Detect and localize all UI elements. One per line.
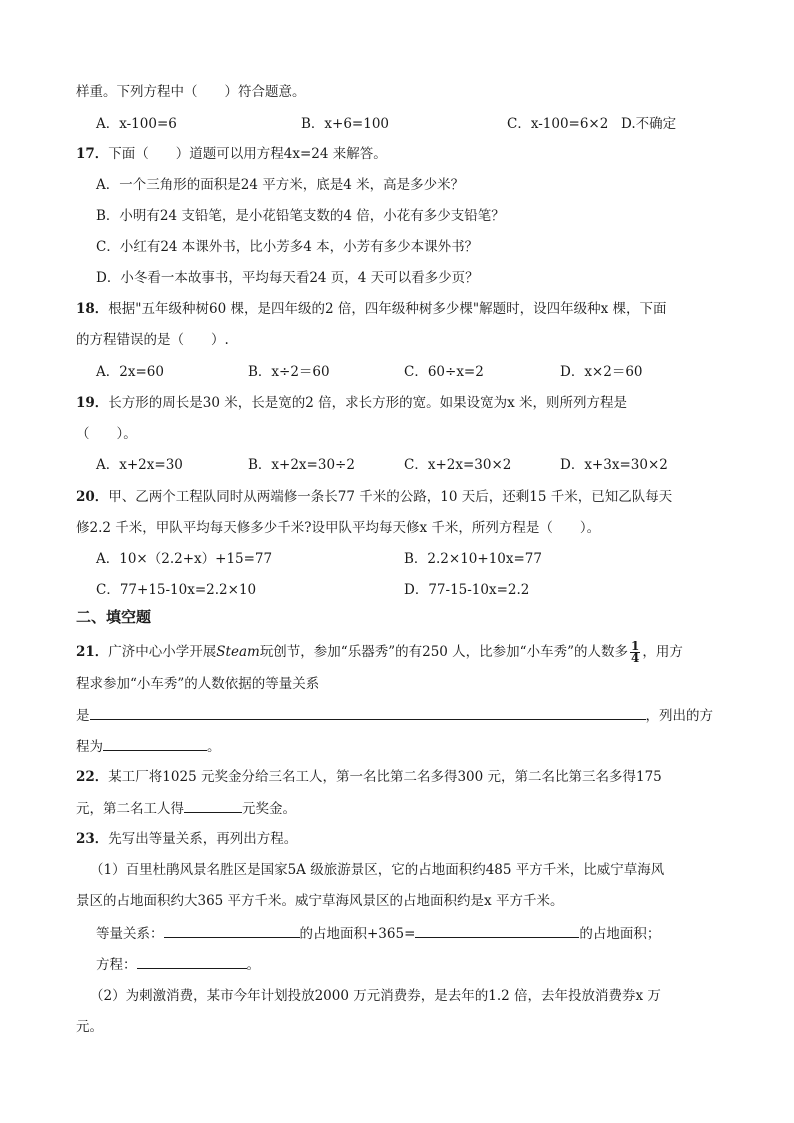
q23-relation-mid: 的占地面积+365=	[299, 926, 416, 942]
q17-option-d: D．小冬看一本故事书，平均每天看24 页，4 天可以看多少页？	[96, 270, 479, 286]
q16-option-a: A．x-100=6	[96, 116, 177, 132]
q23-part1-line2: 景区的占地面积约大365 平方千米。威宁草海风景区的占地面积约是x 平方千米。	[76, 893, 564, 909]
q23-relation-label: 等量关系：	[96, 926, 164, 942]
q18-stem-line2: 的方程错误的是（ ）.	[76, 332, 229, 348]
q21-line3	[76, 705, 713, 726]
q21-line3-suffix: ，列出的方	[645, 708, 713, 724]
q22-line2-suffix: 元奖金。	[242, 801, 296, 817]
q19-option-c: C．x+2x=30×2	[404, 457, 512, 473]
q21-fraction	[630, 641, 640, 664]
q18-option-a: A．2x=60	[96, 364, 164, 380]
q23-part2-line1: （2）为刺激消费，某市今年计划投放2000 万元消费券，是去年的1.2 倍，去年投放消费券x 万	[90, 988, 661, 1004]
q19-stem-text: 长方形的周长是30 米，长是宽的2 倍，求长方形的宽。如果设宽为x 米，则所列方程是	[108, 395, 628, 411]
q19-number: 19．	[76, 395, 109, 411]
q23-equation-blank[interactable]	[137, 954, 247, 969]
q21-line2: 程求参加“小车秀”的人数依据的等量关系	[76, 676, 320, 692]
q16-option-b: B．x+6=100	[301, 116, 390, 132]
q21-equation-blank[interactable]	[103, 736, 207, 751]
q16-option-c: C．x-100=6×2	[507, 116, 609, 132]
q23-number: 23．	[76, 831, 109, 847]
q20-option-d: D．77-15-10x=2.2	[404, 582, 530, 598]
q21-text-c: ，用方	[642, 644, 683, 660]
q21-line4	[76, 736, 221, 757]
q20-option-b: B．2.2×10+10x=77	[404, 551, 542, 567]
q22-line2-prefix: 元，第二名工人得	[76, 801, 184, 817]
q22-line2	[76, 798, 296, 819]
q23-part1-line1: （1）百里杜鹃风景名胜区是国家5A 级旅游景区，它的占地面积约485 平方千米，比威宁草海风	[90, 862, 665, 878]
q20-option-a: A．10×（2.2+x）+15=77	[96, 551, 273, 567]
q22-text: 某工厂将1025 元奖金分给三名工人，第一名比第二名多得300 元，第二名比第三名多得175	[108, 769, 662, 785]
q21-number: 21．	[76, 644, 109, 660]
q16-option-d: D.不确定	[621, 116, 677, 132]
q23-relation-blank-1[interactable]	[164, 923, 300, 938]
q18-number: 18．	[76, 301, 109, 317]
q21-steam: Steam	[216, 644, 260, 660]
q17-option-a: A．一个三角形的面积是24 平方米，底是4 米，高是多少米？	[96, 177, 465, 193]
q18-stem-line1	[76, 299, 666, 319]
q23-part2-line2: 元。	[76, 1019, 103, 1035]
q17-option-c: C．小红有24 本课外书，比小芳多4 本，小芳有多少本课外书？	[96, 239, 479, 255]
q18-option-c: C．60÷x=2	[404, 364, 484, 380]
q23-relation-line	[96, 923, 660, 944]
q21-relation-blank[interactable]	[90, 705, 646, 720]
q21-line4-suffix: 。	[207, 739, 221, 755]
q19-stem-line2: （ ）。	[76, 426, 137, 442]
q23-equation-end: 。	[246, 957, 260, 973]
fraction-numerator: 1	[630, 639, 640, 653]
q23-stem-text: 先写出等量关系，再列出方程。	[108, 831, 298, 847]
q23-equation-label: 方程：	[96, 957, 137, 973]
q19-option-b: B．x+2x=30÷2	[248, 457, 355, 473]
q22-number: 22．	[76, 769, 109, 785]
q23-relation-blank-2[interactable]	[415, 923, 579, 938]
q18-option-b: B．x÷2＝60	[248, 364, 330, 380]
q22-answer-blank[interactable]	[184, 798, 242, 813]
q20-stem-text: 甲、乙两个工程队同时从两端修一条长77 千米的公路，10 天后，还剩15 千米，已知乙队每天	[108, 489, 673, 505]
q23-relation-end: 的占地面积；	[579, 926, 661, 942]
q20-option-c: C．77+15-10x=2.2×10	[96, 582, 257, 598]
q21-line4-prefix: 程为	[76, 739, 103, 755]
q19-stem-line1	[76, 393, 627, 413]
q23-stem	[76, 829, 297, 849]
q20-stem-line1	[76, 487, 672, 507]
q16-stem-tail: 样重。下列方程中（ ）符合题意。	[76, 84, 306, 100]
q18-stem-text: 根据"五年级种树60 棵，是四年级的2 倍，四年级种树多少棵"解题时，设四年级种x 棵，下面	[108, 301, 667, 317]
q17-stem-text: 下面（ ）道题可以用方程4x=24 来解答。	[108, 146, 387, 162]
q23-equation-line	[96, 954, 260, 975]
q17-stem	[76, 144, 387, 164]
q20-stem-line2: 修2.2 千米，甲队平均每天修多少千米?设甲队平均每天修x 千米，所列方程是（ ）。	[76, 520, 601, 536]
q18-option-d: D．x×2＝60	[560, 364, 643, 380]
fraction-denominator: 4	[630, 651, 640, 665]
q17-option-b: B．小明有24 支铅笔，是小花铅笔支数的4 倍，小花有多少支铅笔？	[96, 208, 505, 224]
q21-text-b: 玩创节，参加“乐器秀”的有250 人，比参加“小车秀”的人数多	[259, 644, 628, 660]
q17-number: 17．	[76, 146, 109, 162]
q21-line3-prefix: 是	[76, 708, 90, 724]
q21-line1	[76, 640, 683, 664]
q20-number: 20．	[76, 489, 109, 505]
q21-text-a: 广济中心小学开展	[108, 644, 217, 660]
q19-option-a: A．x+2x=30	[96, 457, 183, 473]
section-heading: 二、填空题	[76, 608, 152, 626]
q22-line1	[76, 767, 662, 787]
q19-option-d: D．x+3x=30×2	[560, 457, 668, 473]
